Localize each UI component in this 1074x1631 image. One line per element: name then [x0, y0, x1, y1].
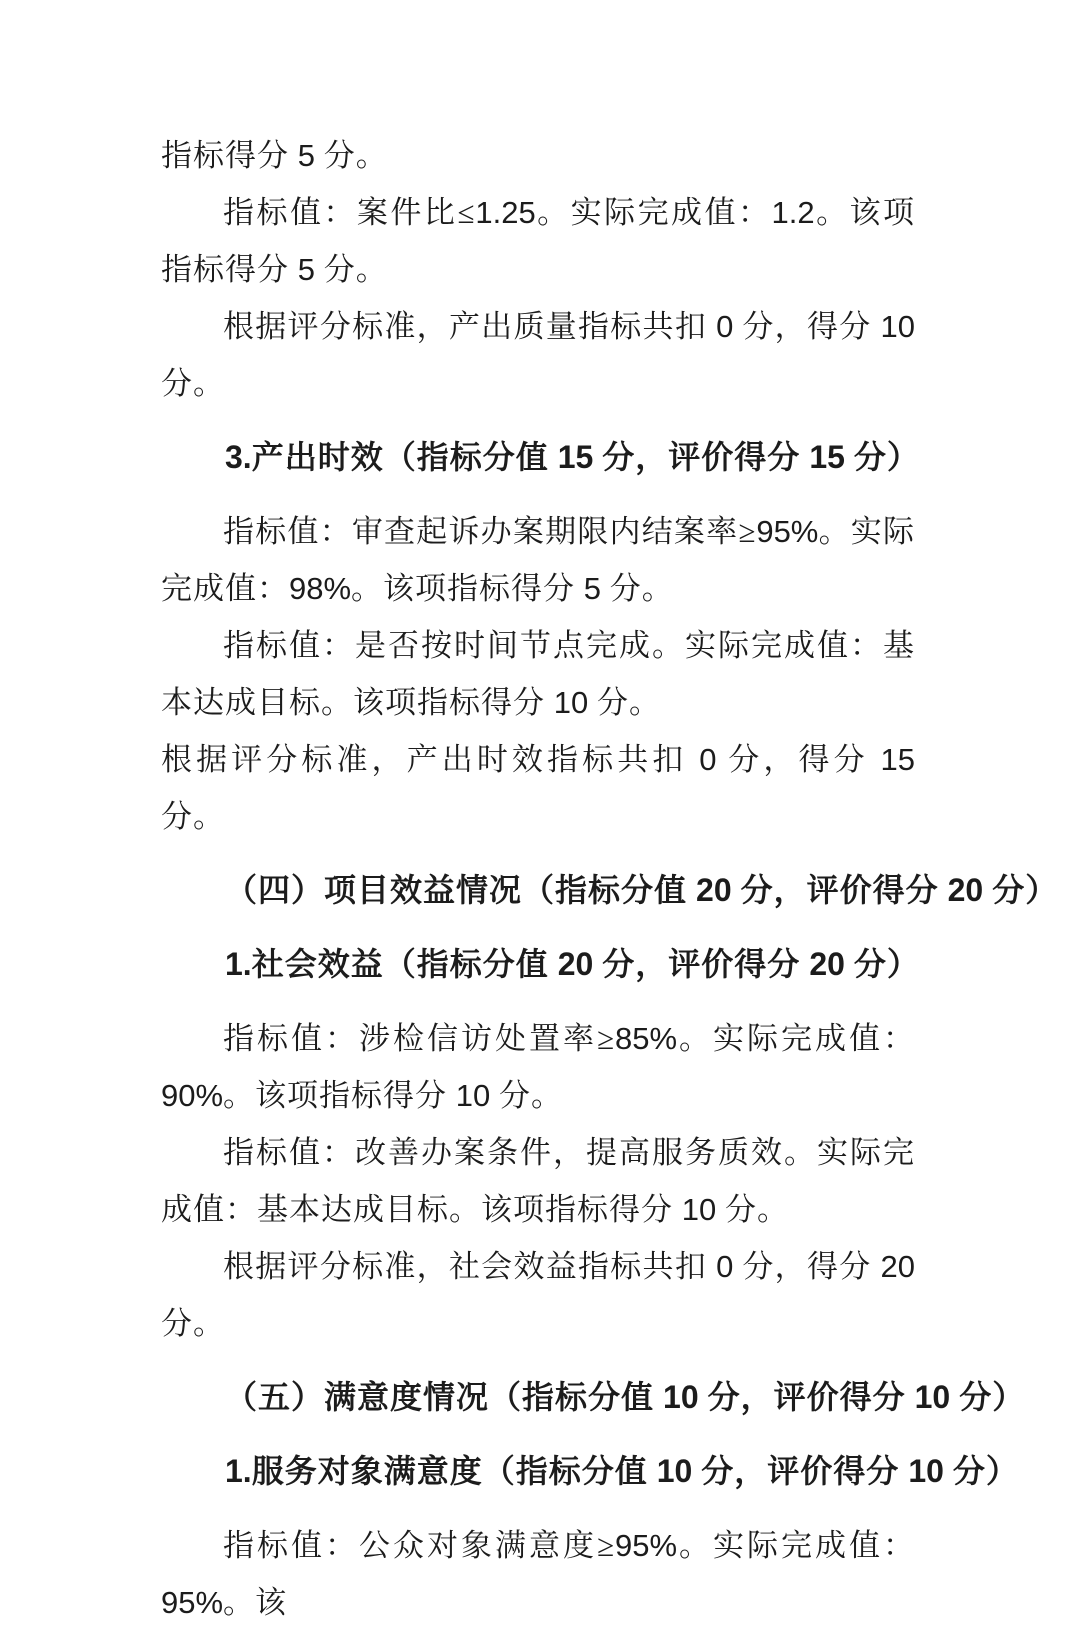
section-heading: 1.社会效益（指标分值 20 分，评价得分 20 分） — [225, 946, 920, 982]
document-body — [161, 127, 1059, 1631]
document-paragraph: 指标值：公众对象满意度≥95%。实际完成值：95%。该 — [161, 1528, 916, 1620]
document-paragraph: 指标得分 5 分。 — [161, 138, 388, 173]
document-paragraph: 根据评分标准，产出质量指标共扣 0 分，得分 10 分。 — [161, 309, 915, 401]
document-paragraph: 指标值：审查起诉办案期限内结案率≥95%。实际完成值：98%。该项指标得分 5 分。 — [161, 514, 915, 606]
document-paragraph: 指标值：改善办案条件，提高服务质效。实际完成值：基本达成目标。该项指标得分 10 分。 — [161, 1135, 915, 1227]
section-heading: 1.服务对象满意度（指标分值 10 分，评价得分 10 分） — [225, 1453, 1019, 1489]
document-paragraph: 根据评分标准，社会效益指标共扣 0 分，得分 20 分。 — [161, 1249, 915, 1341]
document-paragraph: 指标值：是否按时间节点完成。实际完成值：基本达成目标。该项指标得分 10 分。 — [161, 628, 915, 720]
section-heading: （五）满意度情况（指标分值 10 分，评价得分 10 分） — [225, 1379, 1026, 1415]
document-paragraph: 根据评分标准，产出时效指标共扣 0 分，得分 15 分。 — [161, 742, 916, 834]
document-paragraph: 指标值：涉检信访处置率≥85%。实际完成值：90%。该项指标得分 10 分。 — [161, 1021, 916, 1113]
section-heading: （四）项目效益情况（指标分值 20 分，评价得分 20 分） — [225, 872, 1059, 908]
document-paragraph: 指标值：案件比≤1.25。实际完成值：1.2。该项指标得分 5 分。 — [161, 195, 916, 287]
section-heading: 3.产出时效（指标分值 15 分，评价得分 15 分） — [225, 439, 920, 475]
